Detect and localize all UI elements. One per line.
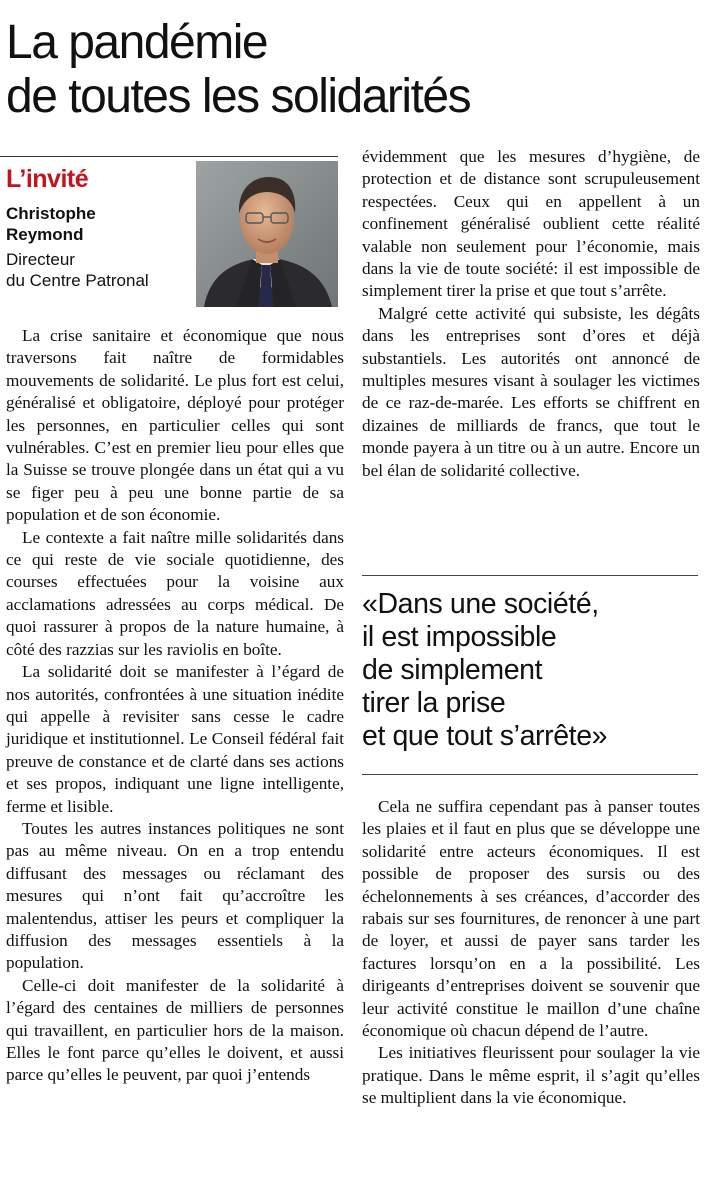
article-column-left (6, 325, 344, 1087)
author-role-line-1: Directeur (6, 250, 75, 269)
pull-quote-rule-bottom (362, 774, 698, 775)
headline-line-1: La pandémie (6, 16, 268, 69)
article-paragraph: La crise sanitaire et économique que nous traversons fait naître de formidables mouvements de solidarité. Le plus fort est celui, généralisé et obligatoire, déployé pour protéger les personnes, en particulier celles qui sont vulnérables. C’est en premier lieu pour elles que la Suisse se trouve plongée dans un état qui a vu se figer peu à peu une bonne partie de sa population et de son économie. (6, 326, 344, 525)
pull-quote-rule-top (362, 575, 698, 576)
article-column-right-bottom (362, 796, 700, 1110)
article-paragraph: Malgré cette activité qui subsiste, les dégâts dans les entreprises sont d’ores et déjà substantiels. Les autorités ont annoncé de multiples mesures visant à soulager les victimes de ce raz-de-marée. Les efforts se chiffrent en dizaines de milliards de francs, que tout le monde payera à un titre ou à un autre. Encore un bel élan de solidarité collective. (362, 303, 700, 480)
article-column-right-top (362, 146, 700, 482)
author-name (6, 203, 96, 245)
headline-line-2: de toutes les solidarités (6, 70, 471, 123)
pull-quote-line: tirer la prise (362, 687, 506, 719)
pull-quote-line: «Dans une société, (362, 588, 599, 620)
pull-quote-line: de simplement (362, 654, 543, 686)
guest-tag: L’invité (6, 165, 89, 193)
article-paragraph: Le contexte a fait naître mille solidarités dans ce qui reste de vie sociale quotidienne, des courses effectuées pour la voisine aux acclamations adressées au corps médical. De quoi rassurer à propos de la nature humaine, à côté des razzias sur les raviolis en boîte. (6, 527, 344, 659)
pull-quote-line: il est impossible (362, 621, 557, 653)
guest-box (0, 156, 338, 307)
article-paragraph: Toutes les autres instances politiques ne sont pas au même niveau. On en a trop entendu diffusant des messages ou réclamant des mesures qui n’ont fait qu’accroître les malentendus, attiser les peurs et compliquer la diffusion des messages essentiels à la population. (6, 818, 344, 973)
pull-quote (362, 588, 698, 753)
article-paragraph: évidemment que les mesures d’hygiène, de protection et de distance sont scrupuleusement respectées. Ceux qui en appellent à un confinement généralisé oublient cette réalité valable non seulement pour l’économie, mais dans la vie de toute société: il est impossible de simplement tirer la prise et que tout s’arrête. (362, 147, 700, 301)
author-first-name: Christophe (6, 204, 96, 223)
author-role (6, 249, 149, 291)
author-role-line-2: du Centre Patronal (6, 271, 149, 290)
pull-quote-line: et que tout s’arrête» (362, 720, 608, 752)
article-headline (6, 16, 696, 124)
article-paragraph: Celle-ci doit manifester de la solidarité à l’égard des centaines de milliers de personnes qui travaillent, en particulier hors de la maison. Elles le font parce qu’elles le doivent, et aussi parce qu’elles le peuvent, par quoi j’entends (6, 975, 344, 1085)
author-portrait (196, 161, 338, 307)
article-paragraph: Les initiatives fleurissent pour soulager la vie pratique. Dans le même esprit, il s’agit qu’elles se multiplient dans la vie économique. (362, 1043, 700, 1108)
author-last-name: Reymond (6, 225, 84, 244)
article-paragraph: Cela ne suffira cependant pas à panser toutes les plaies et il faut en plus que se développe une solidarité entre acteurs économiques. Il est possible de proposer des sursis ou des échelonnements à ses créances, d’accorder des rabais sur ses fournitures, de renoncer à une part de loyer, et aussi de payer sans tarder les factures lorsqu’on en a la possibilité. Les dirigeants d’entreprises doivent se souvenir que leur activité constitue le maillon d’une chaîne économique où chacun dépend de l’autre. (362, 797, 700, 1041)
article-paragraph: La solidarité doit se manifester à l’égard de nos autorités, confrontées à une situation inédite qui appelle à revisiter sans cesse le cadre juridique et institutionnel. Le Conseil fédéral fait preuve de constance et de clarté dans ses actions et ses propos, indiquant une ligne intelligente, ferme et lisible. (6, 662, 344, 816)
